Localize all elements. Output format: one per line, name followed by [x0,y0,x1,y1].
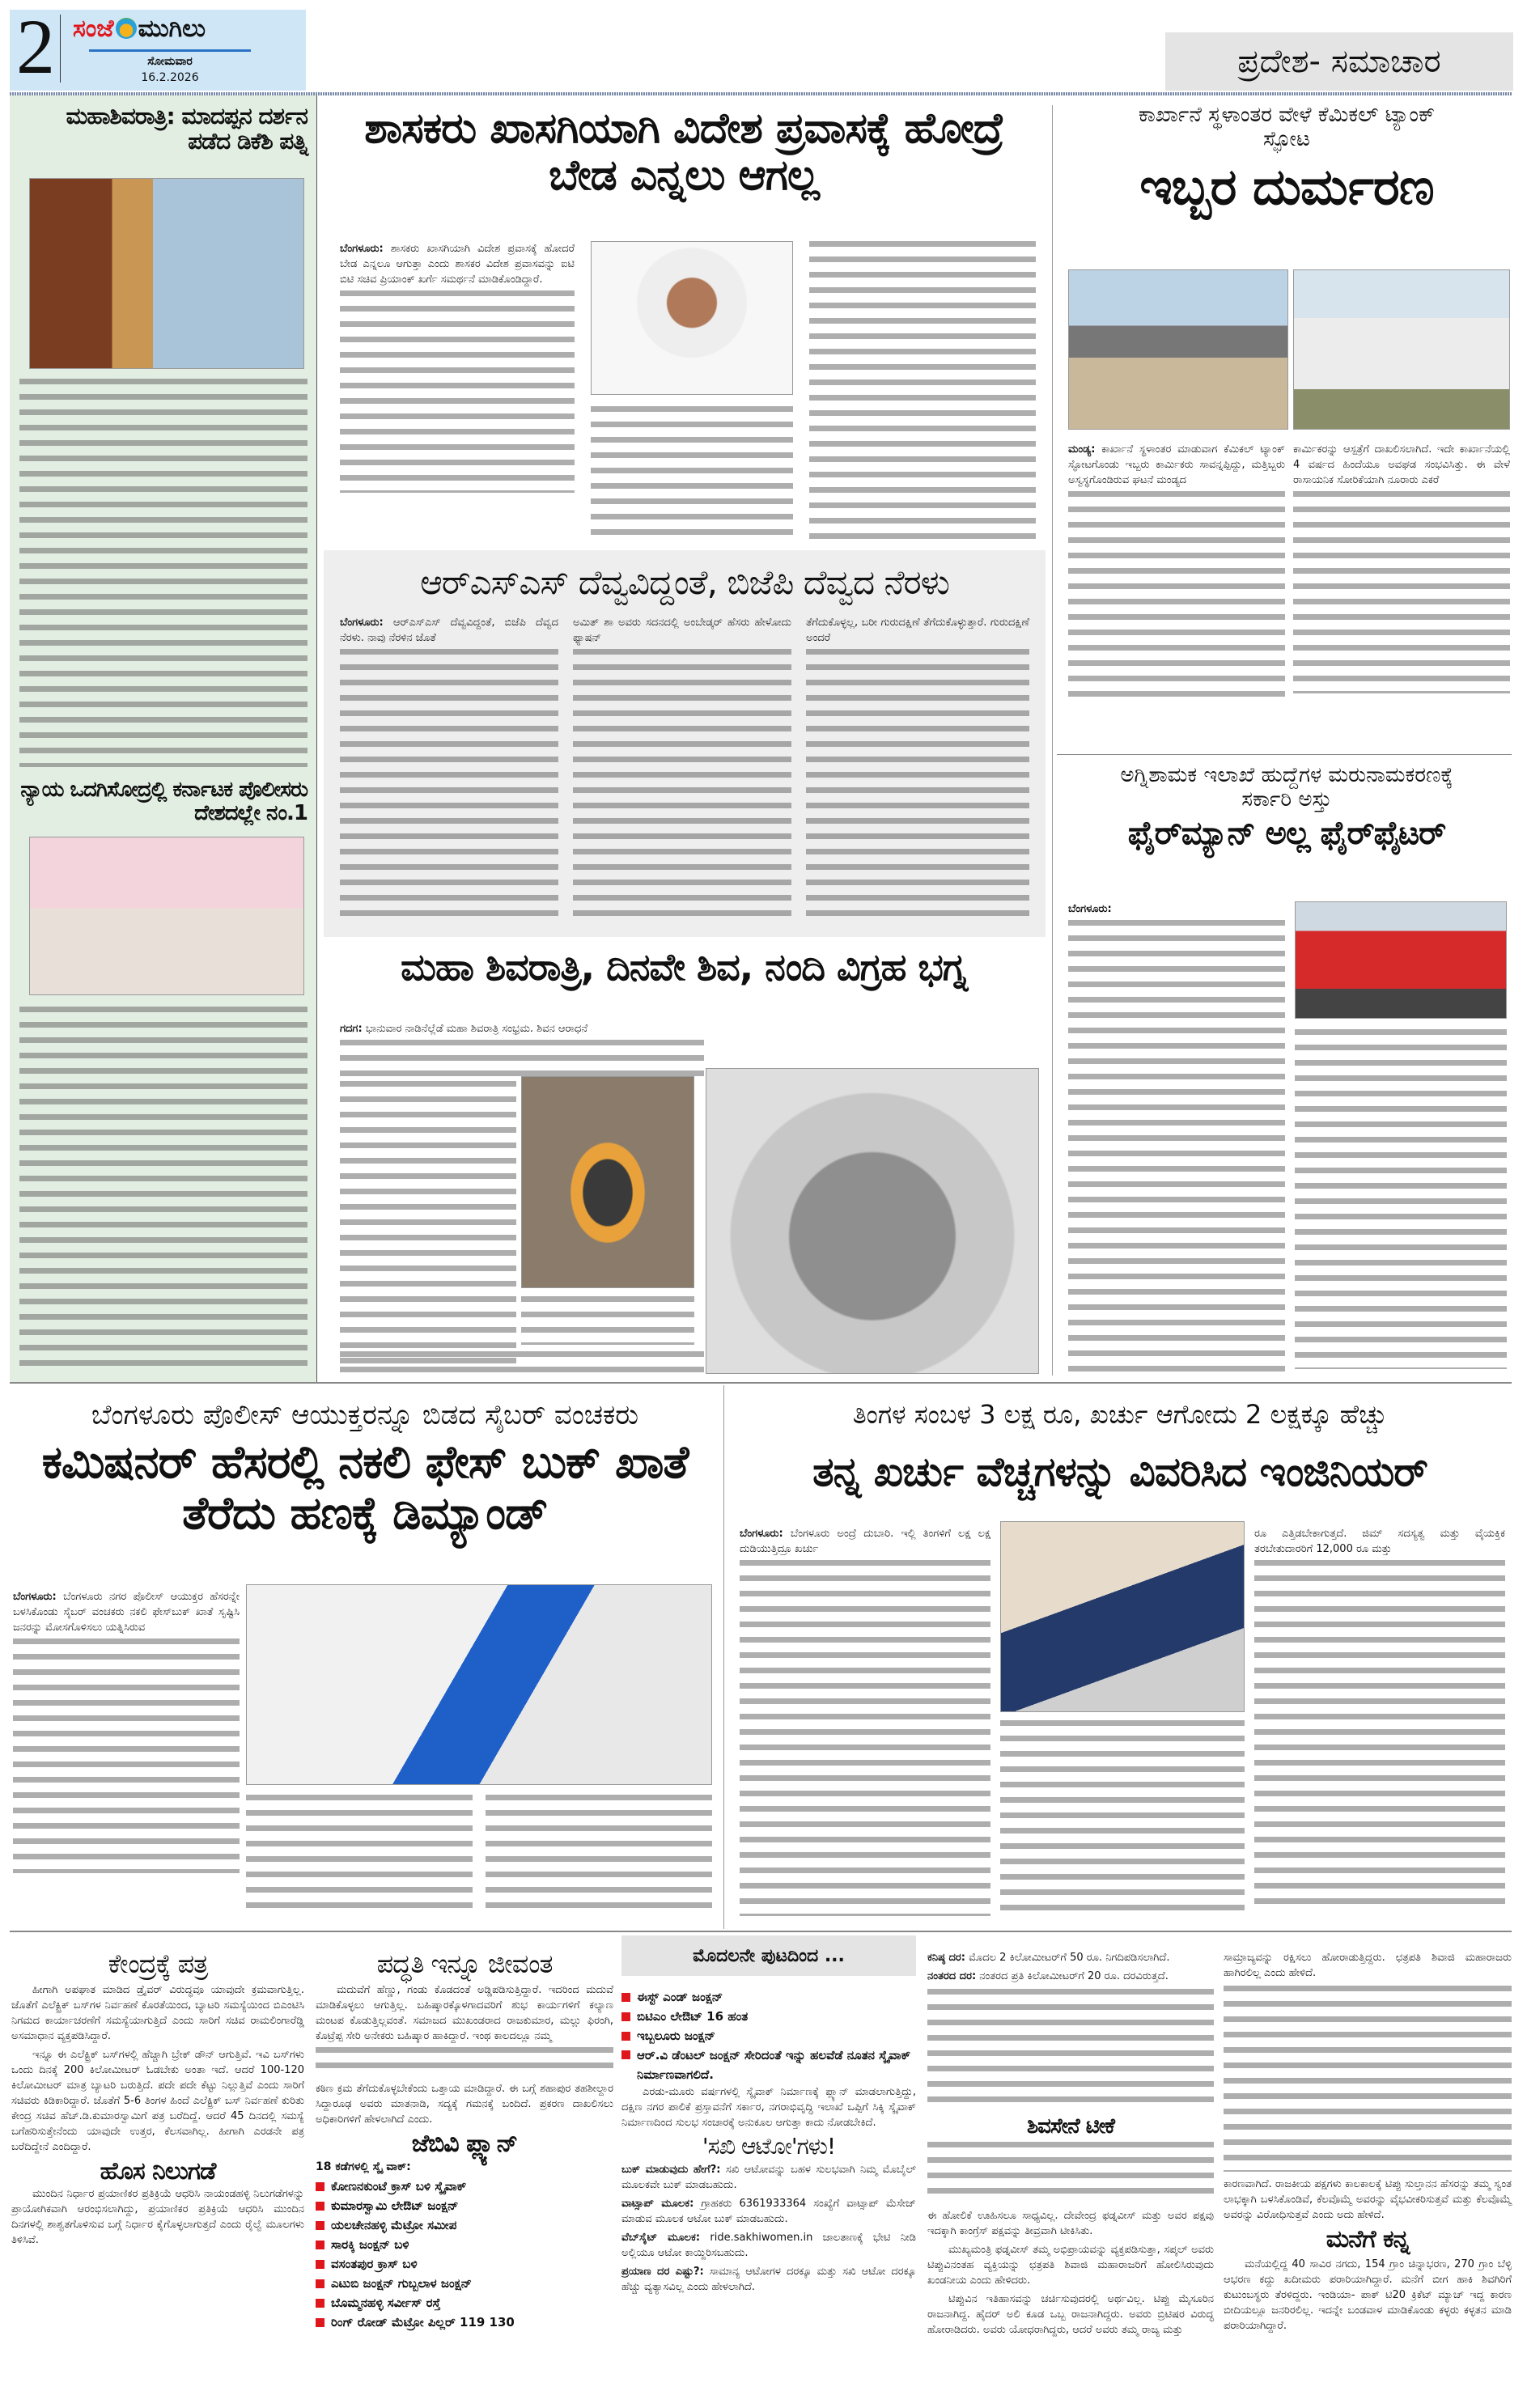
list-item: ವಸಂತಪುರ ಕ್ರಾಸ್ ಬಳಿ [316,2254,613,2274]
article-nandi [324,947,1044,1380]
paragraph: ride.sakhiwomen.in ಜಾಲತಾಣಕ್ಕೆ ಭೇಟಿ ನೀಡಿ ಅಲ್ಲಿಯೂ ಆಟೋ ಕಾಯ್ದಿರಿಸಬಹುದು. [621,2232,916,2260]
body-text [1068,920,1285,1373]
headline: ತನ್ನ ಖರ್ಚು ವೆಚ್ಚಗಳನ್ನು ವಿವರಿಸಿದ ಇಂಜಿನಿಯರ್ [812,1448,1427,1495]
bullet-icon [621,2032,630,2041]
body-text [340,649,558,924]
minister-speech-photo [29,837,304,995]
paragraph: ತೆಗೆದುಕೊಳ್ಳಲ್ಲ, ಬರೀ ಗುರುದಕ್ಷಿಣೆ ತೆಗೆದುಕೊಳ್ಳುತ್ತಾರೆ. ಗುರುದಕ್ಷಿಣೆ ಅಂದರೆ [806,617,1029,644]
body-text [340,1040,704,1080]
body-text [927,1989,1214,2110]
column-3 [806,615,1029,924]
column-rule [723,1385,724,1929]
headline: ನ್ಯಾಯ ಒದಗಿಸೋದ್ರಲ್ಲಿ ಕರ್ನಾಟಕ ಪೊಲೀಸರು ದೇಶದಲ್ಲೇ ನಂ.1 [20,778,308,826]
list-item: ಬೊಮ್ಮನಹಳ್ಳಿ ಸರ್ವೀಸ್ ರಸ್ತೆ [316,2293,613,2313]
list-item: ಆರ್.ವಿ ಡೆಂಟಲ್ ಜಂಕ್ಷನ್ ಸೇರಿದಂತೆ ಇನ್ನು ಹಲವೆಡೆ ನೂತನ ಸ್ಕೈವಾಕ್ ನಿರ್ಮಾಣವಾಗಲಿದೆ. [621,2046,916,2084]
lead-paragraph: ಬೆಂಗಳೂರು ಅಂದ್ರೆ ದುಬಾರಿ. ಇಲ್ಲಿ ತಿಂಗಳಿಗೆ ಲಕ್ಷ ಲಕ್ಷ ದುಡಿಯುತ್ತಿದ್ರೂ ಖರ್ಚು [740,1528,990,1555]
sun-palm-icon [116,18,137,39]
list-item: ಯಲಚೇನಹಳ್ಳಿ ಮೆಟ್ರೋ ಸಮೀಪ [316,2215,613,2235]
paragraph: ಅಮಿತ್ ಶಾ ಅವರು ಸದನದಲ್ಲಿ ಅಂಬೇಡ್ಕರ್ ಹೆಸರು ಹೇಳೋದು ಫ್ಯಾಷನ್ [573,617,791,644]
factory-photo [1068,269,1288,430]
bullet-icon [621,1993,630,2002]
column-1 [1068,442,1285,702]
column-2 [573,615,791,924]
shiva-linga-photo [521,1076,694,1288]
logo-right: ಮುಗಿಲು [138,15,206,43]
kicker: ಕಾರ್ಖಾನೆ ಸ್ಥಳಾಂತರ ವೇಳೆ ಕೆಮಿಕಲ್ ಟ್ಯಾಂಕ್ ಸ್ಫೋಟ [1138,103,1436,151]
body-text [1068,491,1285,702]
dateline: ಮಂಡ್ಯ: [1068,443,1096,456]
rule [10,1382,1512,1384]
bullet-icon [316,2299,324,2308]
paragraph: ಸಾಮ್ರಾಜ್ಯವನ್ನು ರಕ್ಷಿಸಲು ಹೋರಾಡುತ್ತಿದ್ದರು. ಛತ್ರಪತಿ ಶಿವಾಜಿ ಮಹಾರಾಜರು ಹಾಗಿರಲಿಲ್ಲ ಎಂದು ಹೇಳಿದೆ. [1224,1952,1512,1979]
lead-paragraph: ಬೆಂಗಳೂರು ನಗರ ಪೊಲೀಸ್ ಆಯುಕ್ತರ ಹೆಸರನ್ನೇ ಬಳಸಿಕೊಂಡು ಸೈಬರ್ ವಂಚಕರು ನಕಲಿ ಫೇಸ್‌ಬುಕ್ ಖಾತೆ ಸೃಷ್ಟಿಸಿ ಜನರನ್ನು ಮೋಸಗೊಳಿಸಲು ಯತ್ನಿಸಿರುವ [13,1591,240,1634]
label: ಬುಕ್ ಮಾಡುವುದು ಹೇಗೆ?: [621,2164,721,2177]
paragraph: ಟಿಪ್ಪುವಿನ ಇತಿಹಾಸವನ್ನು ಚರ್ಚಿಸುವುದರಲ್ಲಿ ಅರ್ಥವಿಲ್ಲ. ಟಿಪ್ಪು ಮೈಸೂರಿನ ರಾಜನಾಗಿದ್ದ. ಹೈದರ್ ಅಲಿ ಕೂಡ ಒಬ್ಬ ರಾಜನಾಗಿದ್ದರು. ಅವರು ಬ್ರಿಟಿಷರ ವಿರುದ್ಧ ಹೋರಾಡಿದರು. ಅವರು ಯೋಧರಾಗಿದ್ದರು, ಆದರೆ ಅವರು ತಮ್ಮ ರಾಜ್ಯ ಮತ್ತು [927,2293,1214,2337]
bullet-icon [316,2260,324,2269]
body-text [19,1007,308,1371]
paragraph: ಕಾರ್ಮಿಕರನ್ನು ಆಸ್ಪತ್ರೆಗೆ ದಾಖಲಿಸಲಾಗಿದೆ. ಇದೇ ಕಾರ್ಖಾನೆಯಲ್ಲಿ 4 ವರ್ಷದ ಹಿಂದೆಯೂ ಅವಘಡ ಸಂಭವಿಸಿತ್ತು. ಈ ವೇಳೆ ರಾಸಾಯನಿಕ ಸೋರಿಕೆಯಾಗಿ ನೂರಾರು ಎಕರೆ [1293,443,1510,486]
column-1 [340,1021,704,1080]
body-text [1254,1560,1505,1908]
body-text [1000,1720,1245,1914]
headline: ಮಹಾಶಿವರಾತ್ರಿ: ಮಾದಪ್ಪನ ದರ್ಶನ ಪಡೆದ ಡಿಕೆಶಿ ಪತ್ನಿ [66,103,308,155]
paragraph: ಗ್ರಾಹಕರು 6361933364 ಸಂಖ್ಯೆಗೆ ವಾಟ್ಸಾಪ್ ಮೆಸೇಜ್ ಮಾಡುವ ಮೂಲಕ ಆಟೋ ಬುಕ್ ಮಾಡಬಹುದು. [621,2198,916,2226]
headline: ಶಾಸಕರು ಖಾಸಗಿಯಾಗಿ ವಿದೇಶ ಪ್ರವಾಸಕ್ಕೆ ಹೋದ್ರೆ ಬೇಡ ಎನ್ನಲು ಆಗಲ್ಲ [364,104,1003,201]
skywalk-list [316,2177,613,2332]
column-1 [340,615,558,924]
rule [10,1931,1512,1932]
paragraph: ಮೊದಲ 2 ಕಿಲೋಮೀಟರ್‌ಗೆ 50 ರೂ. ನಿಗದಿಪಡಿಸಲಾಗಿದೆ. [969,1952,1170,1964]
broken-nandi-photo [706,1068,1039,1374]
newspaper-logo [73,15,299,47]
dateline: ಬೆಂಗಳೂರು: [1068,903,1112,915]
paragraph: ಎರಡು-ಮೂರು ವರ್ಷಗಳಲ್ಲಿ ಸ್ಕೈವಾಕ್ ನಿರ್ಮಾಣಕ್ಕೆ ಪ್ಲ್ಯಾನ್ ಮಾಡಲಾಗುತ್ತಿದ್ದು, ದಕ್ಷಿಣ ನಗರ ಪಾಲಿಕೆ ಪ್ರಸ್ತಾವನೆಗೆ ಸರ್ಕಾರ, ನಗರಾಭಿವೃದ್ಧಿ ಇಲಾಖೆ ಒಪ್ಪಿಗೆ ಸಿಕ್ಕಿ ಸ್ಕೈವಾಕ್ ನಿರ್ಮಾಣದಿಂದ ಸುಲಭ ಸಂಚಾರಕ್ಕೆ ಅನುಕೂಲ ಆಗುತ್ತಾ ಕಾದು ನೋಡಬೇಕಿದೆ. [621,2086,916,2129]
article-cyber [10,1400,720,1926]
paragraph: ಮುಖ್ಯಮಂತ್ರಿ ಫಡ್ನವೀಸ್ ತಮ್ಮ ಅಭಿಪ್ರಾಯವನ್ನು ವ್ಯಕ್ತಪಡಿಸುತ್ತಾ, ಸಪ್ಕಲ್ ಅವರು ಟಿಪ್ಪುವಿನಂತಹ ವ್ಯಕ್ತಿಯನ್ನು ಛತ್ರಪತಿ ಶಿವಾಜಿ ಮಹಾರಾಜರಿಗೆ ಹೋಲಿಸಿರುವುದು ಖಂಡನೀಯ ಎಂದು ಹೇಳಿದರು. [927,2244,1214,2287]
body-text [809,241,1036,544]
article-police-no1 [19,778,308,1377]
body-text [340,1081,516,1364]
kicker: ತಿಂಗಳ ಸಂಬಳ 3 ಲಕ್ಷ ರೂ, ಖರ್ಚು ಆಗೋದು 2 ಲಕ್ಷಕ್ಕೂ ಹೆಚ್ಚು [852,1399,1388,1430]
body-text [1224,1986,1512,2172]
label: ಪ್ರಯಾಣ ದರ ಎಷ್ಟು?: [621,2266,704,2279]
paragraph: ಮುಂದಿನ ನಿರ್ಧಾರ ಪ್ರಯಾಣಿಕರ ಪ್ರತಿಕ್ರಿಯೆ ಆಧರಿಸಿ ನಾಯಂಡಹಳ್ಳಿ ನಿಲುಗಡೆಗಳನ್ನು ಪ್ರಾಯೋಗಿಕವಾಗಿ ಆರಂಭಿಸಲಾಗಿದ್ದು, ಪ್ರಯಾಣಿಕರ ಪ್ರತಿಕ್ರಿಯೆ ಆಧರಿಸಿ ಮುಂದಿನ ದಿನಗಳಲ್ಲಿ ಶಾಶ್ವತಗೊಳಿಸುವ ಬಗ್ಗೆ ನಿರ್ಧಾರ ಕೈಗೊಳ್ಳಲಾಗುತ್ತದೆ ಎಂದು ರೈಲ್ವೆ ಮೂಲಗಳು ತಿಳಿಸಿವೆ. [11,2188,304,2247]
article-dk-shivaratri [19,104,308,775]
article-col4 [927,1950,1214,2403]
dateline: ಬೆಂಗಳೂರು: [340,617,384,629]
dateline: ಗದಗ: [340,1023,363,1035]
sakhi-heading: 'ಸಖಿ ಆಟೋ'ಗಳು! [702,2133,836,2160]
body-text [1295,1029,1507,1369]
list-item: ರಿಂಗ್ ರೋಡ್ ಮೆಟ್ರೋ ಪಿಲ್ಲರ್ 119 130 [316,2313,613,2332]
paragraph: ಸಖಿ ಆಟೋವನ್ನು ಬಹಳ ಸುಲಭವಾಗಿ ನಿಮ್ಮ ಮೊಬೈಲ್ ಮೂಲಕವೇ ಬುಕ್ ಮಾಡಬಹುದು. [621,2164,916,2192]
kicker: ಬೆಂಗಳೂರು ಪೊಲೀಸ್ ಆಯುಕ್ತರನ್ನೂ ಬಿಡದ ಸೈಬರ್ ವಂಚಕರು [91,1399,639,1431]
article-chemical-tank [1060,104,1513,751]
date: 16.2.2026 [141,71,199,84]
headline: ಪದ್ಧತಿ ಇನ್ನೂ ಜೀವಂತ [376,1948,553,1979]
body-text [340,290,575,493]
masthead [10,3,306,91]
minister-photo [591,241,793,395]
article-paddhati [316,1950,613,2403]
lead-paragraph: ಶಾಸಕರು ಖಾಸಗಿಯಾಗಿ ವಿದೇಶ ಪ್ರವಾಸಕ್ಕೆ ಹೋದರೆ ಬೇಡ ಎನ್ನಲೂ ಆಗುತ್ತಾ ಎಂದು ಶಾಸಕರ ವಿದೇಶ ಪ್ರವಾಸವನ್ನು ಐಟಿ ಬಿಟಿ ಸಚಿವ ಪ್ರಿಯಾಂಕ್ ಖರ್ಗೆ ಸಮರ್ಥನೆ ಮಾಡಿಕೊಂಡಿದ್ದಾರೆ. [340,243,575,286]
list-item: ಈಸ್ಟ್ ಎಂಡ್ ಜಂಕ್ಷನ್ [621,1987,916,2007]
logo-underline [89,49,251,52]
list-item: ಎಟುಬಿ ಜಂಕ್ಷನ್ ಗುಬ್ಬಲಾಳ ಜಂಕ್ಷನ್ [316,2274,613,2293]
body-text [246,1795,473,1916]
body-text [1293,491,1510,693]
column-3 [1254,1526,1505,1908]
divider [60,15,61,83]
body-text [13,1639,240,1873]
label: ವೆಬ್‌ಸೈಟ್ ಮೂಲಕ: [621,2232,701,2245]
bullet-icon [316,2241,324,2249]
headline: ಫೈರ್‌ಮ್ಯಾನ್ ಅಲ್ಲ ಫೈರ್‌ಫೈಟರ್ [1127,814,1446,852]
tank-photo [1293,269,1510,430]
column-1 [1068,901,1285,1373]
lead-paragraph: ಭಾನುವಾರ ನಾಡಿನೆಲ್ಲೆಡೆ ಮಹಾ ಶಿವರಾತ್ರಿ ಸಂಭ್ರಮ. ಶಿವನ ಆರಾಧನೆ [365,1023,588,1035]
label: ವಾಟ್ಸಾಪ್ ಮೂಲಕ: [621,2198,694,2211]
column-1 [13,1589,240,1873]
subheading: ಹೊಸ ನಿಲುಗಡೆ [100,2156,216,2185]
bullet-icon [316,2202,324,2211]
rule [1057,754,1512,755]
paragraph: ಹೀಗಾಗಿ ಅಪಘಾತ ಮಾಡಿದ ಡ್ರೈವರ್ ವಿರುದ್ಧವೂ ಯಾವುದೇ ಕ್ರಮವಾಗುತ್ತಿಲ್ಲ. ಜೊತೆಗೆ ಎಲೆಕ್ಟ್ರಿಕ್ ಬಸ್‌ಗಳ ನಿರ್ವಹಣೆ ಕೊರತೆಯಿಂದ, ಬ್ಯಾಟರಿ ಸಮಸ್ಯೆಯಿಂದ ಬಿಎಂಟಿಸಿ ನಿಗಮದ ಕಾರ್ಯಾಚರಣೆಗೆ ಸಮಸ್ಯೆಯಾಗುತ್ತಿದೆ ಎಂದು ಸಾರಿಗೆ ಸಚಿವ ರಾಮಲಿಂಗಾರೆಡ್ಡಿ ಅಸಮಾಧಾನ ವ್ಯಕ್ತಪಡಿಸಿದ್ದಾರೆ. [11,1983,304,2042]
bullet-icon [316,2279,324,2288]
dateline: ಬೆಂಗಳೂರು: [740,1528,783,1540]
day: ಸೋಮವಾರ [147,55,193,68]
bullet-icon [621,2050,630,2059]
paragraph: ನಂತರದ ಪ್ರತಿ ಕಿಲೋಮೀಟರ್‌ಗೆ 20 ರೂ. ದರವಿರುತ್ತದೆ. [979,1970,1169,1982]
jbv-intro: 18 ಕಡೆಗಳಲ್ಲಿ ಸ್ಕೈ ವಾಕ್: [316,2160,411,2174]
body-text [340,1351,704,1376]
body-text [927,2142,1214,2203]
jbv-heading: ಜೆಬಿವಿ ಪ್ಲ್ಯಾನ್ [411,2129,518,2158]
article-rss [324,550,1046,937]
paragraph: ಕಠಿಣ ಕ್ರಮ ತೆಗೆದುಕೊಳ್ಳಬೇಕೆಂದು ಒತ್ತಾಯ ಮಾಡಿದ್ದಾರೆ. ಈ ಬಗ್ಗೆ ಶಹಾಪುರ ತಹಶೀಲ್ದಾರ ಸಿದ್ದಾರೂಢ ಅವರು ಮಾತನಾಡಿ, ಸದ್ಯಕ್ಕೆ ಗಮನಕ್ಕೆ ಬಂದಿದೆ. ಪ್ರಕರಣ ದಾಖಲಿಸಲು ಅಧಿಕಾರಿಗಳಿಗೆ ಹೇಳಲಾಗಿದೆ ಎಂದು. [316,2082,613,2126]
list-item: ಕೋಣನಕುಂಟೆ ಕ್ರಾಸ್ ಬಳಿ ಸ್ಕೈವಾಕ್ [316,2177,613,2196]
article-mla-travel [324,105,1044,549]
kicker: ಅಗ್ನಿಶಾಮಕ ಇಲಾಖೆ ಹುದ್ದೆಗಳ ಮರುನಾಮಕರಣಕ್ಕೆ ಸರ್ಕಾರಿ ಅಸ್ತು [1120,763,1453,812]
subheading: ಮನೆಗೆ ಕನ್ನ [1326,2225,1410,2253]
engineer-desk-photo [1000,1521,1245,1712]
list-item: ಬಿಟಿಎಂ ಲೇಔಟ್ 16 ಹಂತ [621,2007,916,2026]
lead-paragraph: ಕಾರ್ಖಾನೆ ಸ್ಥಳಾಂತರ ಮಾಡುವಾಗ ಕೆಮಿಕಲ್ ಟ್ಯಾಂಕ್ ಸ್ಫೋಟಗೊಂಡು ಇಬ್ಬರು ಕಾರ್ಮಿಕರು ಸಾವನ್ನಪ್ಪಿದ್ದು, ಮತ್ತಿಬ್ಬರು ಅಸ್ವಸ್ಥಗೊಂಡಿರುವ ಘಟನೆ ಮಂಡ್ಯದ [1068,443,1285,486]
paragraph: ರೂ ಎತ್ತಿಡಬೇಕಾಗುತ್ತದೆ. ಜಿಮ್ ಸದಸ್ಯತ್ವ ಮತ್ತು ವೈಯಕ್ತಿಕ ತರಬೇತುದಾರರಿಗೆ 12,000 ರೂ ಮತ್ತು [1254,1528,1505,1555]
dateline: ಬೆಂಗಳೂರು: [340,243,384,255]
body-text [521,1296,694,1345]
dateline: ಬೆಂಗಳೂರು: [13,1591,57,1603]
continued-label-box [621,1935,916,1976]
temple-photo [29,178,304,369]
headline: ಕೇಂದ್ರಕ್ಕೆ ಪತ್ರ [108,1948,208,1979]
facebook-phone-photo [246,1584,712,1785]
column-2 [1293,442,1510,693]
body-text [486,1795,712,1916]
subheading: ಶಿವಸೇನೆ ಟೀಕೆ [1026,2114,1115,2139]
article-kendra-patra [11,1950,304,2403]
paragraph: ಇನ್ನೂ ಈ ಎಲೆಕ್ಟ್ರಿಕ್ ಬಸ್‌ಗಳಲ್ಲಿ ಹೆಚ್ಚಾಗಿ ಬ್ರೇಕ್ ಡೌನ್ ಆಗುತ್ತಿವೆ. ಇವಿ ಬಸ್‌ಗಳು ಒಂದು ದಿನಕ್ಕೆ 200 ಕಿಲೋಮೀಟರ್ ಓಡಬೇಕು ಅಂತಾ ಇದೆ. ಆದರೆ 100-120 ಕಿಲೋಮೀಟರ್ ಮಾತ್ರ ಬ್ಯಾಟರಿ ಬರುತ್ತಿದೆ. ಪದೇ ಪದೇ ಕೆಟ್ಟು ನಿಲ್ಲುತ್ತಿವೆ ಎಂದು ಸಾರಿಗೆ ಸಚಿವರು ಕಿಡಿಕಾರಿದ್ದಾರೆ. ಜೊತೆಗೆ 5-6 ತಿಂಗಳ ಹಿಂದೆ ಎಲೆಕ್ಟ್ರಿಕ್ ಬಸ್ ನಿರ್ವಹಣೆ ಕುರಿತು ಕೇಂದ್ರ ಸಚಿವ ಹೆಚ್.ಡಿ.ಕುಮಾರಸ್ವಾಮಿಗೆ ಪತ್ರ ಬರೆದಿದ್ದೆ. ಆದರೆ 45 ದಿನದಲ್ಲಿ ಸಮಸ್ಯೆ ಬಗೆಹರಿಸುತ್ತೇನೆಂದು ಯಾವುದೇ ಉತ್ತರ, ಕೆಲಸವಾಗಿಲ್ಲ. ಹೀಗಾಗಿ ಎರಡನೇ ಪತ್ರ ಬರೆದಿದ್ದೇನೆ ಎಂದಿದ್ದಾರೆ. [11,2048,304,2153]
column-rule [1052,105,1053,1376]
body-text [740,1560,990,1916]
bullet-icon [316,2318,324,2327]
logo-left: ಸಂಜೆ [73,15,114,43]
body-text [19,379,308,767]
section-label [1165,32,1513,91]
column-1 [740,1526,990,1916]
lead-paragraph: ಆರ್‌ಎಸ್‌ಎಸ್ ದೆವ್ವವಿದ್ದಂತೆ, ಬಿಜೆಪಿ ದೆವ್ವದ ನೆರಳು. ನಾವು ನೆರಳಿನ ಜೊತೆ [340,617,558,644]
article-modalane [621,1935,916,2405]
label: ನಂತರದ ದರ: [927,1970,977,1982]
label: ಕನಿಷ್ಠ ದರ: [927,1952,965,1964]
continued-label: ಮೊದಲನೇ ಪುಟದಿಂದ ... [693,1945,845,1966]
article-engineer [728,1400,1512,1926]
headline: ಇಬ್ಬರ ದುರ್ಮರಣ [1139,156,1434,216]
bullet-icon [316,2221,324,2230]
headline: ಮಹಾ ಶಿವರಾತ್ರಿ, ದಿನವೇ ಶಿವ, ನಂದಿ ವಿಗ್ರಹ ಭಗ್ನ [401,945,967,989]
paragraph: ಮನೆಯಲ್ಲಿದ್ದ 40 ಸಾವಿರ ನಗದು, 154 ಗ್ರಾಂ ಚಿನ್ನಾಭರಣ, 270 ಗ್ರಾಂ ಬೆಳ್ಳಿ ಆಭರಣ ಕದ್ದು ಖದೀಮರು ಪರಾರಿಯಾಗಿದ್ದಾರೆ. ಮನೆಗೆ ಬೀಗ ಹಾಕಿ ಶಿವಗಿರಿಗೆ ಕುಟುಂಬಸ್ಥರು ತೆರಳಿದ್ದರು. ಇಂಡಿಯಾ- ಪಾಕ್ ಟಿ20 ಕ್ರಿಕೆಟ್ ಮ್ಯಾಚ್ ಇದ್ದ ಕಾರಣ ಬೀದಿಯಲ್ಲೂ ಜನರಿರಲಿಲ್ಲ. ಇದನ್ನೇ ಬಂಡವಾಳ ಮಾಡಿಕೊಂಡು ಕಳ್ಳರು ಕಳ್ಳತನ ಮಾಡಿ ಪರಾರಿಯಾಗಿದ್ದಾರೆ. [1224,2258,1512,2332]
paragraph: ಸಾಮಾನ್ಯ ಆಟೋಗಳ ದರಕ್ಕೂ ಮತ್ತು ಸಖಿ ಆಟೋ ದರಕ್ಕೂ ಹೆಚ್ಚು ವ್ಯತ್ಯಾಸವಿಲ್ಲ ಎಂದು ಹೇಳಲಾಗಿದೆ. [621,2266,916,2294]
body-text [573,649,791,924]
body-text [806,649,1029,924]
headline: ಕಮಿಷನರ್ ಹೆಸರಲ್ಲಿ ನಕಲಿ ಫೇಸ್ ಬುಕ್ ಖಾತೆ ತೆರೆದು ಹಣಕ್ಕೆ ಡಿಮ್ಯಾಂಡ್ [41,1436,689,1540]
body-text [316,2047,613,2078]
junction-list [621,1987,916,2084]
article-col5 [1224,1950,1512,2403]
list-item: ಕುಮಾರಸ್ವಾಮಿ ಲೇಔಟ್ ಜಂಕ್ಷನ್ [316,2196,613,2215]
bullet-icon [316,2182,324,2191]
headline: ಆರ್‌ಎಸ್‌ಎಸ್ ದೆವ್ವವಿದ್ದಂತೆ, ಬಿಜೆಪಿ ದೆವ್ವದ ನೆರಳು [420,562,949,602]
paragraph: ಮದುವೆಗೆ ಹೆಣ್ಣು, ಗಂಡು ಕೊಡದಂತೆ ಅಡ್ಡಿಪಡಿಸುತ್ತಿದ್ದಾರೆ. ಇದರಿಂದ ಮದುವೆ ಮಾಡಿಕೊಳ್ಳಲು ಆಗುತ್ತಿಲ್ಲ. ಬಹಿಷ್ಕಾರಕ್ಕೊಳಗಾದವರಿಗೆ ಶುಭ ಕಾರ್ಯಗಳಿಗೆ ಕಲ್ಯಾಣ ಮಂಟಪ ಕೊಡುತ್ತಿಲ್ಲವಂತೆ. ಸಮಾಜದ ಮುಖಂಡರಾದ ರಾಜಕುಮಾರ, ಮಲ್ಲು ಫಿರಂಗಿ, ಕೊಟ್ರೆಪ್ಪ ಸೇರಿ ಅನೇಕರು ಬಹಿಷ್ಕಾರ ಹಾಕಿದ್ದಾರೆ. ಇಂಥ ಕಾಲದಲ್ಲೂ ನಮ್ಮ [316,1983,613,2042]
paragraph: ಕಾರಣವಾಗಿದೆ. ರಾಜಕೀಯ ಪಕ್ಷಗಳು ಕಾಲಕಾಲಕ್ಕೆ ಟಿಪ್ಪು ಸುಲ್ತಾನನ ಹೆಸರನ್ನು ತಮ್ಮ ಸ್ವಂತ ಲಾಭಕ್ಕಾಗಿ ಬಳಸಿಕೊಂಡಿವೆ, ಕೆಲವೊಮ್ಮೆ ಅವರನ್ನು ವೈಭವೀಕರಿಸುತ್ತವೆ ಮತ್ತು ಕೆಲವೊಮ್ಮೆ ಅವರನ್ನು ವಿರೋಧಿಸುತ್ತವೆ ಎಂದು ಅದು ಹೇಳಿದೆ. [1224,2178,1512,2221]
list-item: ಇಬ್ಬಲೂರು ಜಂಕ್ಷನ್ [621,2026,916,2046]
body-text [591,406,793,544]
bullet-icon [621,2012,630,2021]
column-1 [340,241,575,493]
section-title: ಪ್ರದೇಶ- ಸಮಾಚಾರ [1237,43,1441,80]
paragraph: ಈ ಹೋಲಿಕೆ ಊಹಿಸಲೂ ಸಾಧ್ಯವಿಲ್ಲ. ದೇವೇಂದ್ರ ಫಡ್ನವೀಸ್ ಮತ್ತು ಅವರ ಪಕ್ಷವು ಇದಕ್ಕಾಗಿ ಕಾಂಗ್ರೆಸ್ ಪಕ್ಷವನ್ನು ತೀವ್ರವಾಗಿ ಟೀಕಿಸಿತು. [927,2210,1214,2238]
page-number: 2 [16,3,55,90]
list-item: ಸಾರಕ್ಕಿ ಜಂಕ್ಷನ್ ಬಳಿ [316,2235,613,2254]
fire-truck-photo [1295,901,1507,1019]
article-fire-dept [1060,764,1513,1379]
